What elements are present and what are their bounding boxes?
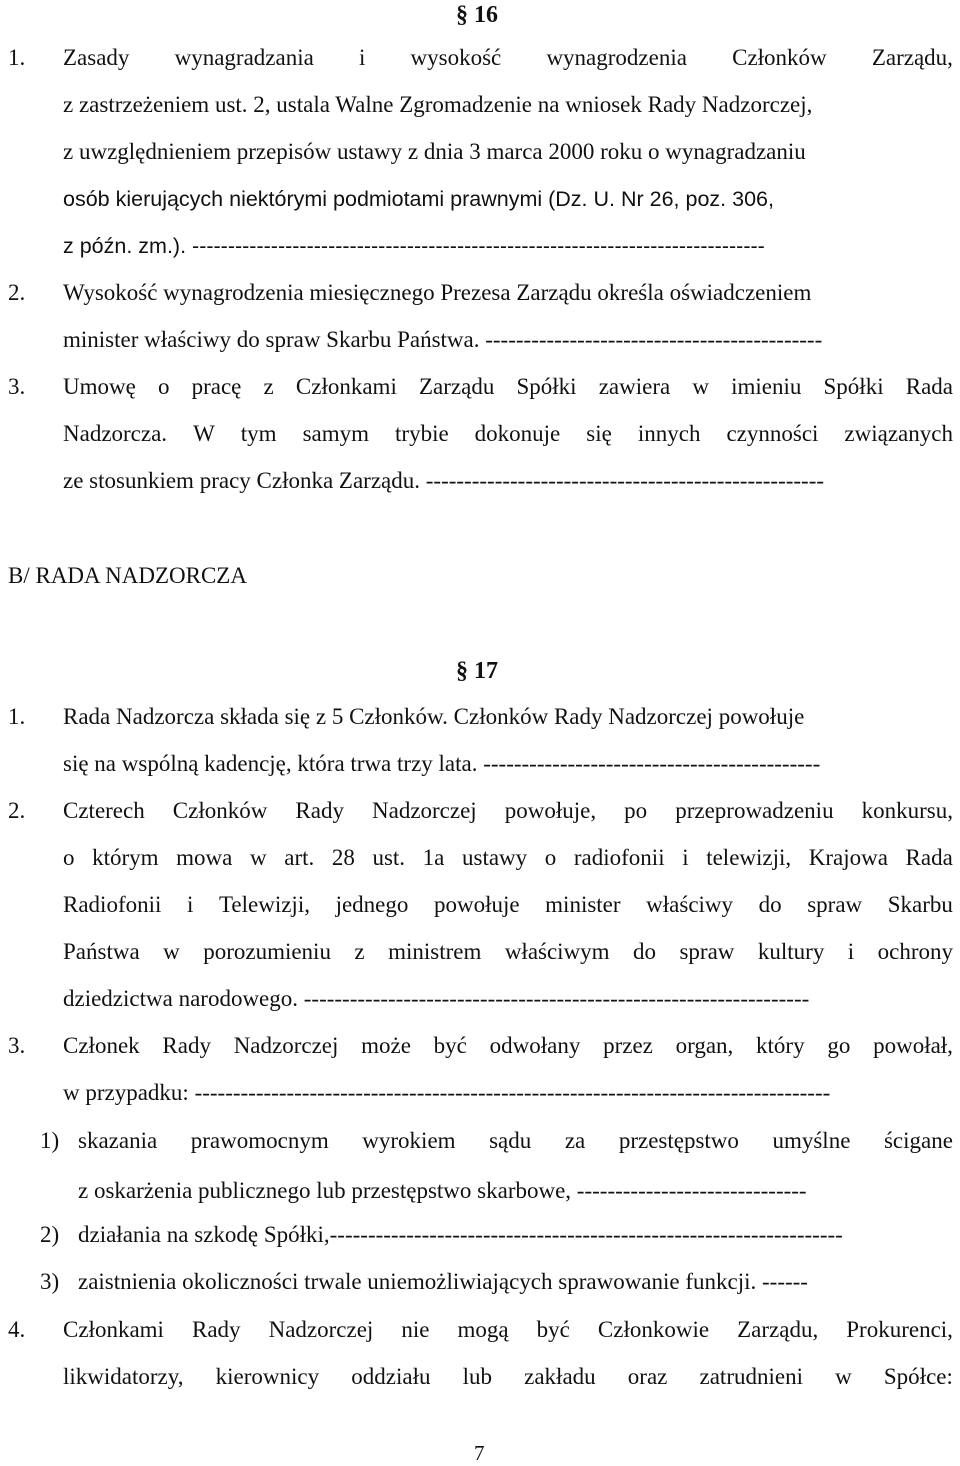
item-number: 2. (8, 798, 26, 823)
word: zawiera (598, 374, 671, 399)
word: wysokość (410, 45, 502, 70)
word: w (835, 1364, 852, 1389)
word: o (157, 374, 170, 399)
word: konkursu, (861, 798, 953, 823)
word: przeprowadzeniu (675, 798, 834, 823)
word: Krajowa (808, 845, 888, 870)
section-heading: B/ RADA NADZORCZA (8, 563, 247, 588)
text-line: ze stosunkiem pracy Członka Zarządu. ---------------------------------------------------- (63, 468, 825, 493)
word: Państwa (63, 939, 140, 964)
word: nie (401, 1317, 430, 1342)
word: wynagradzania (174, 45, 314, 70)
word: Rada (905, 374, 953, 399)
word: właściwy (646, 892, 734, 917)
word: Spółki (516, 374, 577, 399)
word: sądu (489, 1128, 532, 1153)
word: mowa (176, 845, 233, 870)
text-line: osób kierujących niektórymi podmiotami prawnymi (Dz. U. Nr 26, poz. 306, (63, 187, 774, 211)
text-line (63, 1362, 953, 1392)
word: właściwym (504, 939, 610, 964)
word: do (758, 892, 782, 917)
text-line: z uwzględnieniem przepisów ustawy z dnia 3 marca 2000 roku o wynagradzaniu (63, 139, 806, 164)
word: ustawy (462, 845, 528, 870)
word: związanych (844, 421, 953, 446)
word: Umowę (63, 374, 136, 399)
word: Członkowie (597, 1317, 710, 1342)
word: Rada (905, 845, 953, 870)
word: umyślne (772, 1128, 851, 1153)
word: w (163, 939, 180, 964)
text-line (63, 372, 953, 402)
paragraph-17-heading: § 17 (456, 658, 498, 684)
text-line: dziedzictwa narodowego. ------------------------------------------------------------------ (63, 986, 810, 1011)
text-line (63, 1315, 953, 1345)
subitem-number: 1) (40, 1128, 60, 1153)
word: Spółce: (883, 1364, 953, 1389)
text-line (63, 796, 953, 826)
word: którym (92, 845, 159, 870)
word: zatrudnieni (699, 1364, 803, 1389)
word: o (63, 845, 75, 870)
word: mogą (457, 1317, 509, 1342)
word: Nadzorcza. (63, 421, 168, 446)
text-line: się na wspólną kadencję, która trwa trzy lata. -------------------------------------------- (63, 751, 821, 776)
word: być (536, 1317, 570, 1342)
word: o (544, 845, 557, 870)
word: 1a (422, 845, 445, 870)
word: powołał, (873, 1033, 953, 1058)
word: Nadzorczej (372, 798, 477, 823)
word: z (354, 939, 365, 964)
text-line: minister właściwy do spraw Skarbu Państwa. -------------------------------------------- (63, 327, 823, 352)
text-line: z późn. zm.). -------------------------------------------------------------------------------- (63, 234, 765, 258)
word: czynności (726, 421, 819, 446)
word: i (682, 845, 689, 870)
word: Zarządu, (871, 45, 953, 70)
word: likwidatorzy, (63, 1364, 184, 1389)
word: ministrem (388, 939, 482, 964)
word: z (263, 374, 274, 399)
item-number: 1. (8, 45, 26, 70)
word: minister (545, 892, 621, 917)
word: zakładu (524, 1364, 596, 1389)
word: Prokurenci, (846, 1317, 953, 1342)
text-line (63, 43, 953, 73)
word: Członek (63, 1033, 140, 1058)
word: po (624, 798, 648, 823)
text-line: Wysokość wynagrodzenia miesięcznego Prezesa Zarządu określa oświadczeniem (63, 280, 812, 305)
item-number: 3. (8, 374, 26, 399)
word: powołuje (433, 892, 520, 917)
word: za (564, 1128, 586, 1153)
word: być (433, 1033, 467, 1058)
word: ścigane (883, 1128, 953, 1153)
word: ochrony (877, 939, 953, 964)
word: Spółki (823, 374, 884, 399)
text-line (63, 1031, 953, 1061)
word: ust. (372, 845, 406, 870)
word: skazania (78, 1128, 158, 1153)
word: W (193, 421, 215, 446)
word: Radiofonii (63, 892, 162, 917)
text-line: zaistnienia okoliczności trwale uniemożliwiających sprawowanie funkcji. ------ (78, 1269, 808, 1294)
word: w (692, 374, 709, 399)
item-number: 2. (8, 280, 26, 305)
word: Członków (172, 798, 268, 823)
word: radiofonii (573, 845, 665, 870)
word: Członkami (295, 374, 397, 399)
text-line: z oskarżenia publicznego lub przestępstwo skarbowe, ------------------------------ (78, 1178, 807, 1203)
word: art. (284, 845, 315, 870)
word: 28 (331, 845, 355, 870)
word: Nadzorczej (233, 1033, 339, 1058)
text-line (63, 419, 953, 449)
word: dokonuje (474, 421, 561, 446)
word: może (361, 1033, 411, 1058)
word: odwołany (489, 1033, 581, 1058)
word: go (827, 1033, 851, 1058)
word: i (358, 45, 366, 70)
word: Telewizji, (218, 892, 310, 917)
word: tym (240, 421, 277, 446)
page-number: 7 (474, 1441, 485, 1465)
word: Nadzorczej (268, 1317, 374, 1342)
word: w (250, 845, 267, 870)
text-line: działania na szkodę Spółki,------------------------------------------------------------------- (78, 1222, 843, 1247)
item-number: 3. (8, 1033, 26, 1058)
word: który (756, 1033, 805, 1058)
text-line: w przypadku: ----------------------------------------------------------------------------------- (63, 1080, 831, 1105)
word: przestępstwo (618, 1128, 739, 1153)
text-line (63, 843, 953, 873)
word: Rady (162, 1033, 211, 1058)
word: Rady (191, 1317, 241, 1342)
word: imieniu (731, 374, 802, 399)
word: lub (462, 1364, 492, 1389)
word: oddziału (351, 1364, 431, 1389)
word: samym (302, 421, 370, 446)
word: innych (637, 421, 701, 446)
word: oraz (627, 1364, 668, 1389)
word: przez (603, 1033, 653, 1058)
word: powołuje, (504, 798, 597, 823)
subitem-number: 2) (40, 1222, 60, 1247)
word: pracę (191, 374, 242, 399)
word: kierownicy (215, 1364, 320, 1389)
word: Skarbu (887, 892, 953, 917)
word: spraw (679, 939, 735, 964)
word: się (586, 421, 612, 446)
word: i (847, 939, 855, 964)
text-line (63, 937, 953, 967)
word: spraw (807, 892, 863, 917)
text-line (78, 1126, 953, 1156)
word: do (633, 939, 657, 964)
word: jednego (335, 892, 409, 917)
paragraph-16-heading: § 16 (456, 2, 498, 28)
word: Czterech (63, 798, 145, 823)
word: telewizji, (706, 845, 792, 870)
word: Zasady (63, 45, 130, 70)
word: kultury (757, 939, 825, 964)
text-line: z zastrzeżeniem ust. 2, ustala Walne Zgromadzenie na wniosek Rady Nadzorczej, (63, 92, 813, 117)
word: wyrokiem (362, 1128, 456, 1153)
word: trybie (395, 421, 449, 446)
word: i (186, 892, 194, 917)
subitem-number: 3) (40, 1269, 60, 1294)
word: wynagrodzenia (546, 45, 687, 70)
item-number: 1. (8, 704, 26, 729)
text-line: Rada Nadzorcza składa się z 5 Członków. Członków Rady Nadzorczej powołuje (63, 704, 805, 729)
item-number: 4. (8, 1317, 26, 1342)
text-line (63, 890, 953, 920)
word: organ, (675, 1033, 734, 1058)
word: Członkami (63, 1317, 164, 1342)
word: porozumieniu (203, 939, 331, 964)
word: Zarządu, (737, 1317, 819, 1342)
word: Członków (732, 45, 827, 70)
word: prawomocnym (190, 1128, 329, 1153)
word: Zarządu (418, 374, 495, 399)
word: Rady (295, 798, 344, 823)
